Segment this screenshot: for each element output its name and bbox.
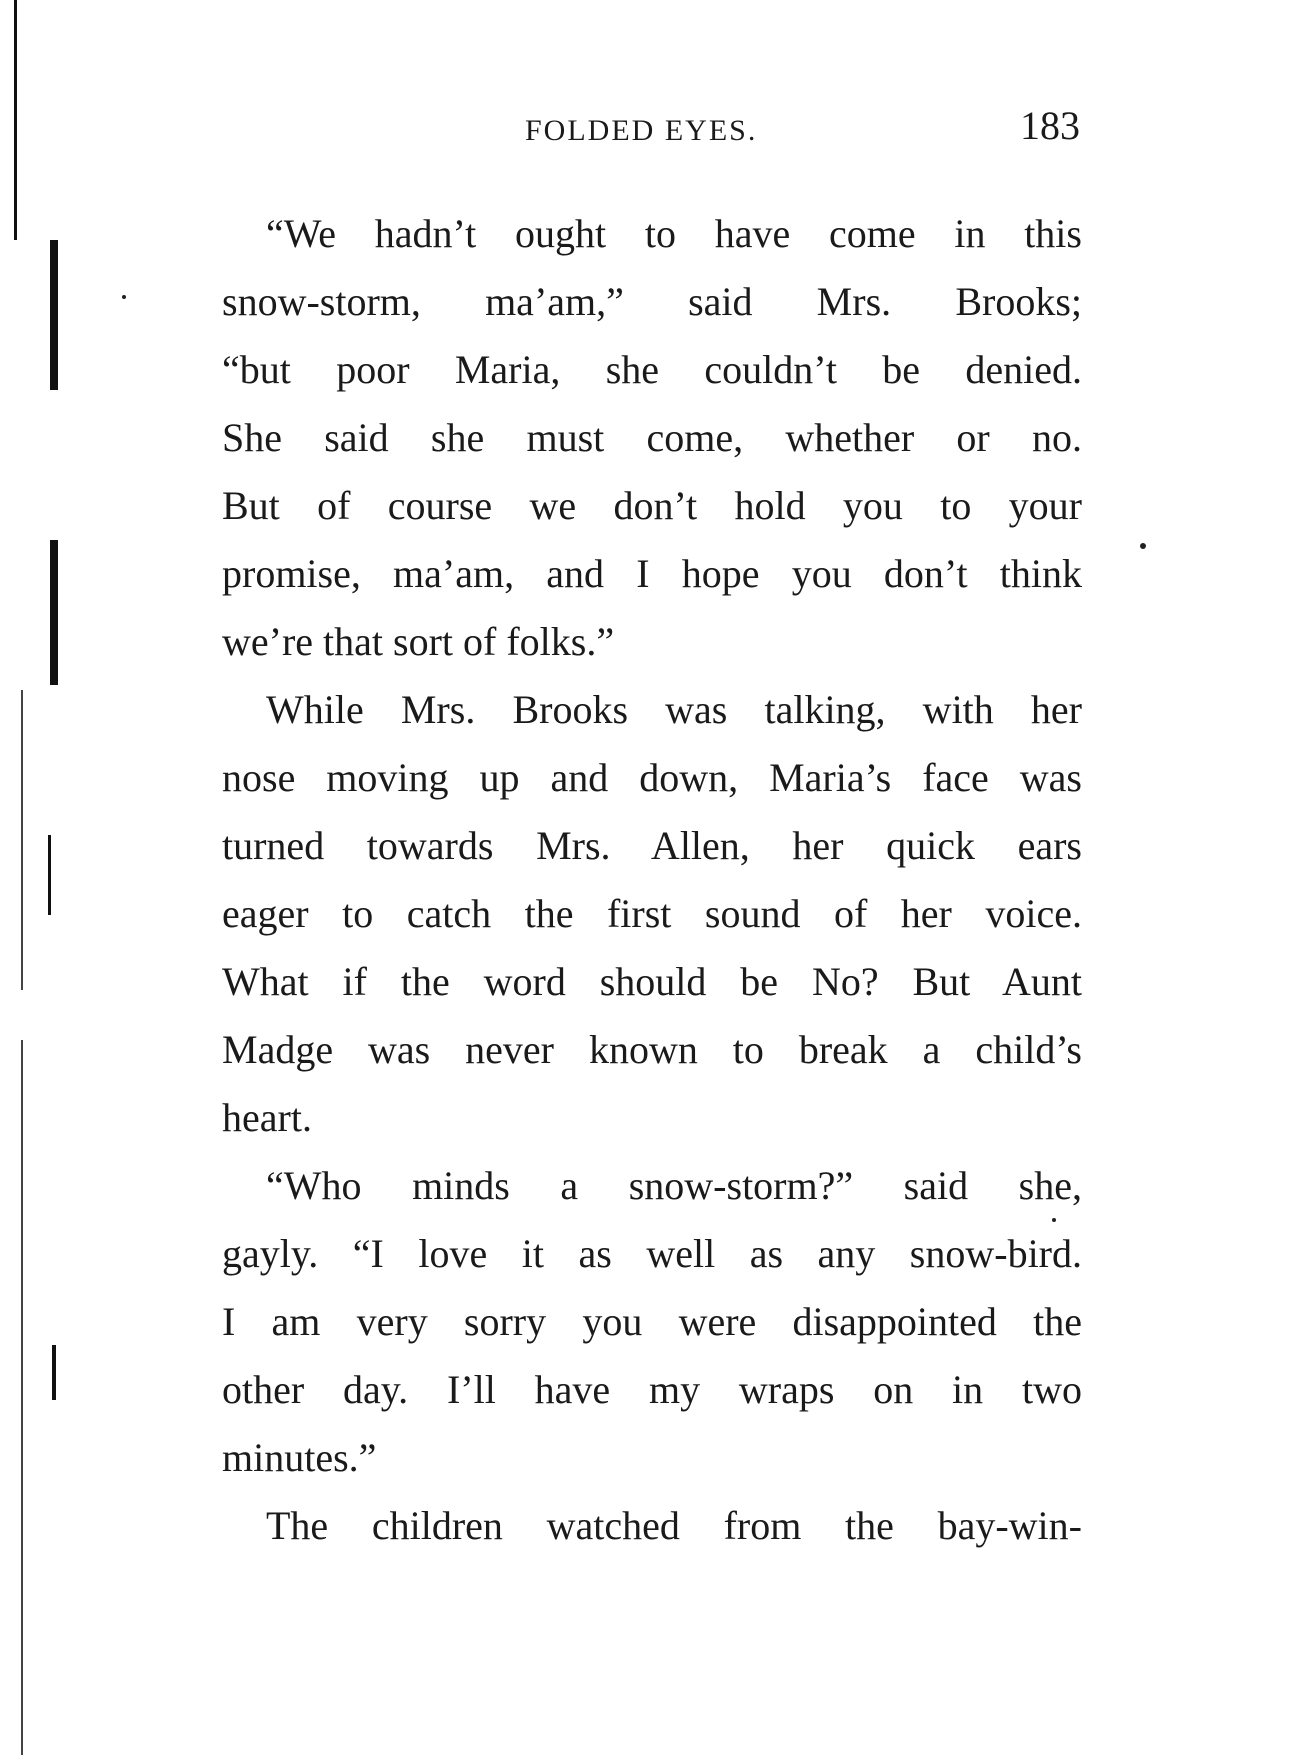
text-line: turned towards Mrs. Allen, her quick ears bbox=[222, 823, 1082, 868]
text-line: we’re that sort of folks.” bbox=[222, 619, 615, 664]
text-line: “Who minds a snow-storm?” said she, bbox=[266, 1163, 1082, 1208]
page-header bbox=[220, 102, 1080, 162]
binding-line-lower bbox=[21, 1040, 23, 1755]
text-line: other day. I’ll have my wraps on in two bbox=[222, 1367, 1082, 1412]
text-line: minutes.” bbox=[222, 1435, 377, 1480]
speck bbox=[122, 295, 126, 299]
paragraph bbox=[222, 676, 1082, 1152]
binding-line-mark bbox=[48, 835, 51, 915]
text-line: Madge was never known to break a child’s bbox=[222, 1027, 1082, 1072]
paragraph bbox=[222, 1152, 1082, 1492]
binding-line-mid bbox=[21, 690, 23, 990]
text-line: She said she must come, whether or no. bbox=[222, 415, 1082, 460]
text-line: eager to catch the first sound of her voice. bbox=[222, 891, 1082, 936]
running-title: FOLDED EYES. bbox=[525, 114, 758, 147]
text-line: heart. bbox=[222, 1095, 312, 1140]
speck bbox=[1140, 543, 1146, 549]
text-line: What if the word should be No? But Aunt bbox=[222, 959, 1082, 1004]
text-line: But of course we don’t hold you to your bbox=[222, 483, 1082, 528]
text-line: While Mrs. Brooks was talking, with her bbox=[266, 687, 1082, 732]
text-line: promise, ma’am, and I hope you don’t think bbox=[222, 551, 1082, 596]
text-line: The children watched from the bay-win- bbox=[266, 1503, 1082, 1548]
text-line: nose moving up and down, Maria’s face was bbox=[222, 755, 1082, 800]
text-line: snow-storm, ma’am,” said Mrs. Brooks; bbox=[222, 279, 1082, 324]
page-number: 183 bbox=[1020, 103, 1080, 148]
body-text bbox=[222, 200, 1082, 1560]
binding-shadow-block-1 bbox=[50, 240, 58, 390]
text-line: I am very sorry you were disappointed the bbox=[222, 1299, 1082, 1344]
text-line: “but poor Maria, she couldn’t be denied. bbox=[222, 347, 1082, 392]
text-line: “We hadn’t ought to have come in this bbox=[266, 211, 1082, 256]
paragraph bbox=[222, 200, 1082, 676]
binding-line-hook bbox=[52, 1345, 56, 1400]
binding-shadow-block-2 bbox=[50, 540, 58, 685]
paragraph bbox=[222, 1492, 1082, 1560]
text-line: gayly. “I love it as well as any snow-bird. bbox=[222, 1231, 1082, 1276]
binding-shadow-top bbox=[14, 0, 17, 240]
